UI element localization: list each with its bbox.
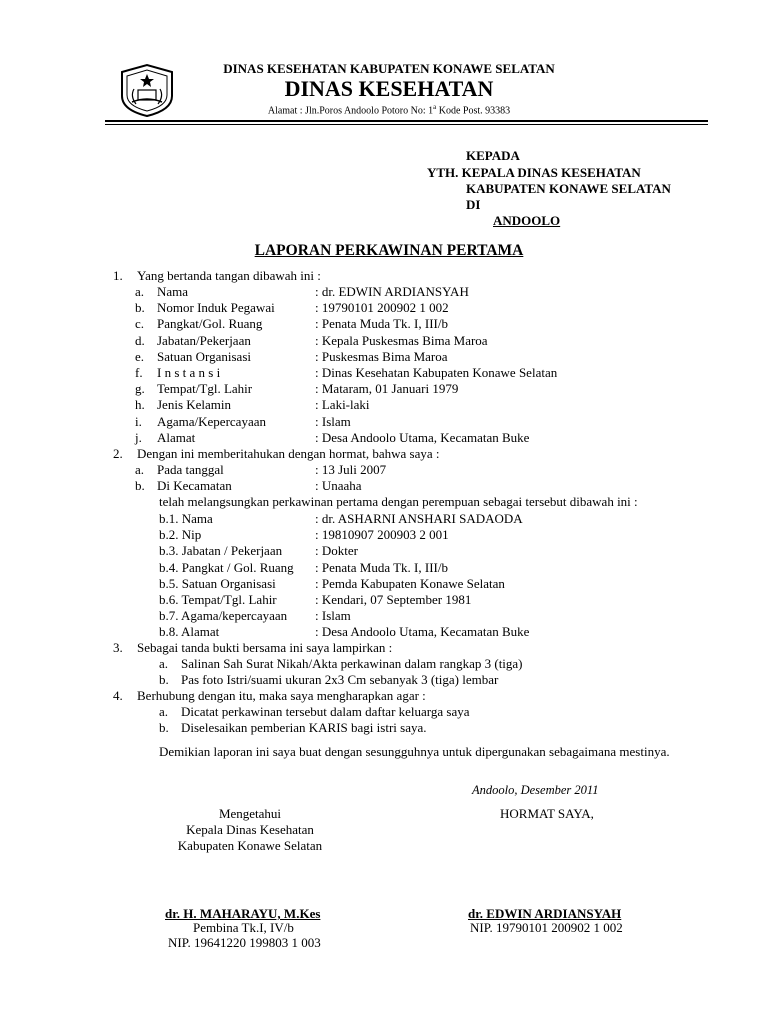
recipient-city: ANDOOLO [493, 213, 561, 228]
closing-paragraph: Demikian laporan ini saya buat dengan sesungguhnya untuk dipergunakan sebagaimana mestinya. [159, 744, 670, 759]
row-label: b.3. Jabatan / Pekerjaan [159, 543, 283, 559]
list-item [159, 703, 699, 720]
section-number: 2. [113, 446, 123, 461]
item-letter: b. [159, 720, 169, 736]
row-letter: d. [135, 332, 145, 348]
item-letter: a. [159, 656, 169, 671]
row-label: I n s t a n s i [157, 365, 221, 380]
row-letter: a. [135, 284, 145, 299]
spouse-row [159, 526, 699, 543]
row-value: : Dinas Kesehatan Kabupaten Konawe Selatan [315, 365, 558, 380]
row-value: : Kepala Puskesmas Bima Maroa [315, 332, 488, 348]
row-label: Nomor Induk Pegawai [157, 300, 275, 316]
row-value: : Dokter [315, 543, 358, 559]
document-title: LAPORAN PERKAWINAN PERTAMA [254, 242, 524, 259]
detail-row [135, 396, 695, 413]
section-3-heading [113, 639, 713, 656]
row-label: Alamat [157, 429, 196, 445]
row-label: Di Kecamatan [157, 478, 232, 494]
row-label: b.7. Agama/kepercayaan [159, 608, 288, 624]
row-value: : 19790101 200902 1 002 [315, 300, 449, 316]
detail-row [135, 348, 695, 365]
row-value: : Laki-laki [315, 397, 370, 413]
row-value: : 19810907 200903 2 001 [315, 527, 449, 543]
row-label: b.2. Nip [159, 527, 202, 543]
marriage-note: telah melangsungkan perkawinan pertama dengan perempuan sebagai tersebut dibawah ini : [159, 494, 638, 509]
spouse-row [159, 542, 699, 559]
section-2-heading [113, 445, 713, 462]
row-value: : 13 Juli 2007 [315, 462, 387, 477]
detail-row [135, 283, 695, 300]
row-letter: a. [135, 462, 145, 477]
letterhead-address: Alamat : Jln.Poros Andoolo Potoro No: 1$^a$ Kode Post. 93383 [267, 103, 511, 117]
row-letter: c. [135, 316, 145, 332]
spouse-row [159, 510, 699, 527]
agency-line: DINAS KESEHATAN KABUPATEN KONAWE SELATAN [223, 61, 555, 76]
right-sign-closing: HORMAT SAYA, [500, 806, 594, 821]
item-text: Pas foto Istri/suami ukuran 2x3 Cm sebanyak 3 (tiga) lembar [181, 672, 499, 688]
left-sign-position: Kepala Dinas Kesehatan [186, 822, 314, 837]
detail-row [135, 332, 695, 349]
row-letter: f. [135, 365, 143, 380]
left-sign-rank: Pembina Tk.I, IV/b [193, 920, 294, 935]
item-text: Diselesaikan pemberian KARIS bagi istri saya. [181, 720, 427, 736]
list-item [159, 719, 699, 736]
letterhead-rule-thin [105, 124, 708, 125]
spouse-row [159, 575, 699, 592]
row-letter: b. [135, 478, 145, 494]
row-letter: e. [135, 348, 145, 364]
right-sign-name: dr. EDWIN ARDIANSYAH [468, 906, 622, 921]
row-value: : Mataram, 01 Januari 1979 [315, 381, 459, 397]
row-letter: g. [135, 381, 145, 397]
detail-row [135, 429, 695, 446]
row-label: b.1. Nama [159, 511, 213, 526]
section-intro: Yang bertanda tangan dibawah ini : [137, 268, 321, 283]
left-sign-name: dr. H. MAHARAYU, M.Kes [165, 906, 321, 921]
letterhead-title: DINAS KESEHATAN [284, 76, 494, 101]
spouse-row [159, 623, 699, 640]
row-value: : Puskesmas Bima Maroa [315, 348, 448, 364]
detail-row [135, 461, 695, 478]
recipient-di: DI [466, 197, 481, 212]
row-value: : Islam [315, 413, 351, 429]
regency-seal-logo [118, 62, 176, 118]
item-letter: b. [159, 672, 169, 688]
detail-row [135, 299, 695, 316]
row-label: b.4. Pangkat / Gol. Ruang [159, 559, 294, 575]
recipient-regency: KABUPATEN KONAWE SELATAN [466, 181, 671, 196]
section-number: 3. [113, 640, 123, 655]
section-number: 4. [113, 688, 123, 703]
item-text: Dicatat perkawinan tersebut dalam daftar keluarga saya [181, 704, 470, 719]
left-sign-acknowledge: Mengetahui [218, 806, 282, 821]
item-text: Salinan Sah Surat Nikah/Akta perkawinan dalam rangkap 3 (tiga) [181, 656, 523, 671]
section-4-heading [113, 687, 713, 704]
row-label: b.8. Alamat [159, 624, 220, 640]
row-value: : Desa Andoolo Utama, Kecamatan Buke [315, 624, 530, 640]
spouse-row [159, 559, 699, 576]
row-value: : dr. EDWIN ARDIANSYAH [315, 284, 469, 299]
section-number: 1. [113, 268, 123, 283]
row-label: Nama [157, 284, 189, 299]
row-label: Tempat/Tgl. Lahir [157, 381, 253, 397]
row-letter: j. [135, 429, 142, 445]
row-label: Pada tanggal [157, 462, 224, 477]
row-label: b.5. Satuan Organisasi [159, 575, 276, 591]
left-sign-nip: NIP. 19641220 199803 1 003 [168, 935, 321, 950]
section-1-heading [113, 267, 713, 284]
row-value: : Penata Muda Tk. I, III/b [315, 559, 448, 575]
detail-row [135, 315, 695, 332]
detail-row [135, 380, 695, 397]
list-item [159, 655, 699, 672]
row-letter: h. [135, 397, 145, 413]
row-value: : Pemda Kabupaten Konawe Selatan [315, 575, 505, 591]
detail-row [135, 364, 695, 381]
row-label: b.6. Tempat/Tgl. Lahir [159, 592, 277, 607]
item-letter: a. [159, 704, 169, 719]
recipient-kepada: KEPADA [466, 148, 520, 163]
spouse-row [159, 591, 699, 608]
recipient-title: YTH. KEPALA DINAS KESEHATAN [427, 165, 641, 180]
row-value: : Desa Andoolo Utama, Kecamatan Buke [315, 429, 530, 445]
detail-row [135, 413, 695, 430]
spouse-row [159, 607, 699, 624]
letterhead-rule [105, 120, 708, 122]
row-value: : Penata Muda Tk. I, III/b [315, 316, 448, 332]
section-intro: Berhubung dengan itu, maka saya mengharapkan agar : [137, 688, 426, 703]
row-label: Jenis Kelamin [157, 397, 232, 413]
row-label: Pangkat/Gol. Ruang [157, 316, 263, 332]
row-value: : dr. ASHARNI ANSHARI SADAODA [315, 511, 523, 526]
row-letter: b. [135, 300, 145, 316]
list-item [159, 671, 699, 688]
row-label: Agama/Kepercayaan [157, 413, 266, 429]
section-intro: Sebagai tanda bukti bersama ini saya lampirkan : [137, 640, 393, 655]
detail-row [135, 477, 695, 494]
section-intro: Dengan ini memberitahukan dengan hormat, bahwa saya : [137, 446, 440, 461]
row-label: Jabatan/Pekerjaan [157, 332, 251, 348]
right-sign-nip: NIP. 19790101 200902 1 002 [470, 920, 623, 935]
row-value: : Kendari, 07 September 1981 [315, 592, 472, 607]
place-date: Andoolo, Desember 2011 [472, 783, 599, 797]
row-letter: i. [135, 413, 142, 429]
row-value: : Unaaha [315, 478, 362, 494]
left-sign-regency: Kabupaten Konawe Selatan [177, 838, 323, 853]
row-label: Satuan Organisasi [157, 348, 251, 364]
row-value: : Islam [315, 608, 351, 624]
